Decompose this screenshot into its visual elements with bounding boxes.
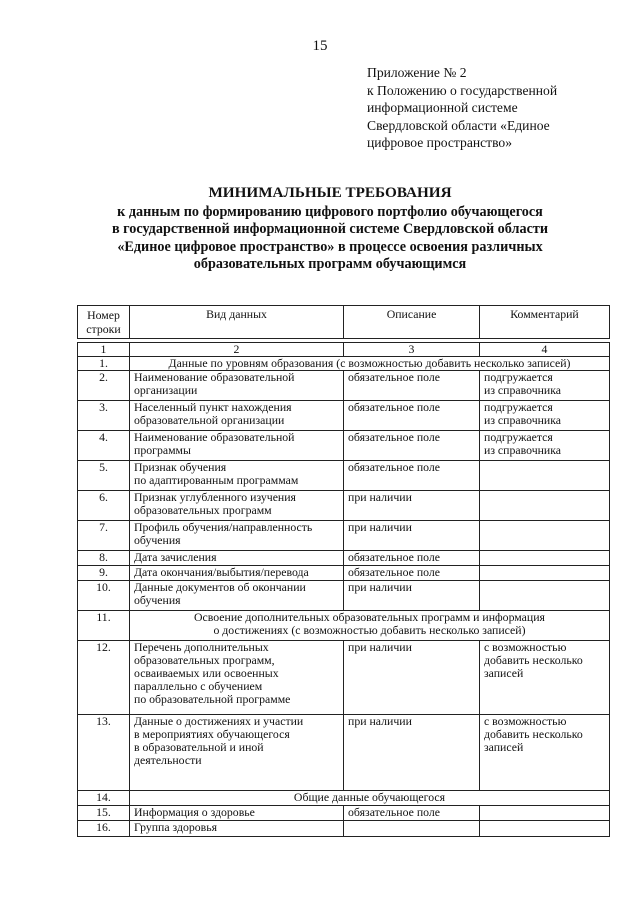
data-type-cell [130,461,344,491]
comment-cell-line: подгружается [484,400,553,414]
appendix-line: информационной системе [367,100,518,115]
page-number: 15 [312,38,328,54]
comment-cell [480,371,610,401]
title-line: «Единое цифровое пространство» в процессе освоения различных [117,238,543,255]
description-cell-line: при наличии [348,640,412,654]
title-line: образовательных программ обучающимся [193,256,467,272]
section-title-cell [130,611,610,641]
data-type-cell-line: Признак углубленного изучения [134,490,296,504]
data-type-cell-line: Информация о здоровье [134,805,255,819]
comment-cell-line: подгружается [484,430,553,444]
comment-cell [480,806,610,821]
description-cell-line: обязательное поле [348,430,441,444]
data-type-cell-line: организации [134,383,198,397]
section-title-cell [130,357,610,371]
table-row [78,461,610,491]
table-row [78,806,610,821]
comment-cell [480,821,610,837]
data-type-cell-line: Наименование образовательной [134,430,295,444]
data-type-cell-line: Признак обучения [134,460,227,474]
description-cell [344,551,480,566]
data-type-cell [130,431,344,461]
title-line: к данным по формированию цифрового портфолио обучающегося [117,203,543,220]
data-type-cell [130,715,344,791]
header-cell: Комментарий [480,306,610,339]
row-number-cell: 13. [78,715,130,791]
column-number-row [78,343,610,357]
header-row [78,306,610,339]
data-type-cell [130,581,344,611]
comment-cell [480,715,610,791]
table-row [78,566,610,581]
description-cell [344,461,480,491]
comment-cell-line: из справочника [484,383,562,397]
column-number-cell: 4 [480,343,610,357]
row-number-cell: 10. [78,581,130,611]
header-table [77,305,610,339]
comment-cell-line: записей [484,666,524,680]
description-cell [344,431,480,461]
section-title-cell-line: о достижениях (с возможностью добавить несколько записей) [213,623,526,637]
table-row [78,821,610,837]
row-number-cell: 5. [78,461,130,491]
data-type-cell-line: Перечень дополнительных [134,640,269,654]
comment-cell [480,491,610,521]
comment-cell-line: добавить несколько [484,727,583,741]
comment-cell [480,566,610,581]
data-type-cell [130,491,344,521]
comment-cell-line: с возможностью [484,714,567,728]
comment-cell-line: добавить несколько [484,653,583,667]
data-type-cell-line: образовательных программ, [134,653,275,667]
table-row [78,641,610,715]
data-type-cell-line: Дата окончания/выбытия/перевода [134,565,309,579]
description-cell-line: обязательное поле [348,370,441,384]
row-number-cell: 11. [78,611,130,641]
row-number-cell: 15. [78,806,130,821]
description-cell [344,581,480,611]
data-type-cell-line: Данные документов об окончании [134,580,306,594]
data-type-cell-line: обучения [134,593,181,607]
description-cell [344,371,480,401]
data-type-cell-line: в образовательной и иной [134,740,264,754]
data-type-cell-line: Профиль обучения/направленность [134,520,313,534]
description-cell-line: обязательное поле [348,400,441,414]
data-type-cell-line: по адаптированным программам [134,473,299,487]
comment-cell [480,551,610,566]
column-number-cell: 1 [78,343,130,357]
data-type-cell [130,566,344,581]
data-type-cell [130,371,344,401]
description-cell-line: обязательное поле [348,565,441,579]
row-number-cell: 2. [78,371,130,401]
row-number-cell: 7. [78,521,130,551]
data-type-cell [130,551,344,566]
appendix-line: Свердловской области «Единое [367,117,550,133]
description-cell-line: при наличии [348,714,412,728]
row-number-cell: 4. [78,431,130,461]
row-number-cell: 14. [78,791,130,806]
document-title [60,184,600,274]
section-title-cell-line: Общие данные обучающегося [293,790,446,804]
data-type-cell-line: Группа здоровья [134,820,218,834]
data-type-cell [130,401,344,431]
comment-cell [480,431,610,461]
row-number-cell: 16. [78,821,130,837]
header-cell: Описание [344,306,480,339]
data-type-cell-line: обучения [134,533,181,547]
section-row [78,357,610,371]
title-line: в государственной информационной системе Свердловской области [111,221,549,237]
row-number-cell: 6. [78,491,130,521]
column-number-cell: 2 [130,343,344,357]
section-row [78,611,610,641]
data-type-cell-line: в мероприятиях обучающегося [134,727,290,741]
data-type-cell-line: осваиваемых или освоенных [134,666,279,680]
description-cell [344,641,480,715]
table-row [78,371,610,401]
description-cell [344,715,480,791]
appendix-line: Приложение № 2 [367,65,467,80]
appendix-line: к Положению о государственной [367,82,558,98]
description-cell-line: при наличии [348,520,412,534]
description-cell [344,566,480,581]
table-row [78,521,610,551]
description-cell-line: при наличии [348,580,412,594]
header-cell: Вид данных [130,306,344,339]
description-cell-line: обязательное поле [348,805,441,819]
data-type-cell-line: по образовательной программе [134,692,291,706]
appendix-line: цифровое пространство» [367,135,513,150]
data-type-cell-line: Населенный пункт нахождения [134,400,292,414]
title-line: МИНИМАЛЬНЫЕ ТРЕБОВАНИЯ [208,184,452,201]
data-type-cell [130,806,344,821]
table-row [78,581,610,611]
table-row [78,715,610,791]
data-type-cell-line: программы [134,443,191,457]
comment-cell-line: из справочника [484,443,562,457]
data-type-cell [130,641,344,715]
description-cell [344,806,480,821]
comment-cell [480,401,610,431]
data-type-cell [130,521,344,551]
row-number-cell: 9. [78,566,130,581]
comment-cell [480,581,610,611]
table-row [78,401,610,431]
header-cell: Номер строки [78,306,130,339]
section-row [78,791,610,806]
data-type-cell-line: Наименование образовательной [134,370,295,384]
appendix-note [367,64,617,152]
data-type-cell-line: Данные о достижениях и участии [134,714,304,728]
section-title-cell-line: Данные по уровням образования (с возможностью добавить несколько записей) [168,356,571,370]
table-row [78,491,610,521]
table-row [78,431,610,461]
description-cell [344,521,480,551]
data-type-cell-line: образовательной организации [134,413,285,427]
row-number-cell: 1. [78,357,130,371]
data-type-cell-line: образовательных программ [134,503,272,517]
section-title-cell [130,791,610,806]
data-type-cell [130,821,344,837]
data-type-cell-line: деятельности [134,753,202,767]
description-cell [344,491,480,521]
description-cell [344,401,480,431]
comment-cell [480,641,610,715]
row-number-cell: 8. [78,551,130,566]
description-cell-line: обязательное поле [348,460,441,474]
comment-cell-line: подгружается [484,370,553,384]
comment-cell [480,521,610,551]
data-type-cell-line: Дата зачисления [134,550,217,564]
row-number-cell: 3. [78,401,130,431]
description-cell-line: при наличии [348,490,412,504]
description-cell-line: обязательное поле [348,550,441,564]
description-cell [344,821,480,837]
column-number-cell: 3 [344,343,480,357]
table-row [78,551,610,566]
data-type-cell-line: параллельно с обучением [134,679,263,693]
comment-cell [480,461,610,491]
comment-cell-line: из справочника [484,413,562,427]
section-title-cell-line: Освоение дополнительных образовательных программ и информация [194,610,545,624]
comment-cell-line: записей [484,740,524,754]
row-number-cell: 12. [78,641,130,715]
requirements-table [77,342,610,837]
comment-cell-line: с возможностью [484,640,567,654]
